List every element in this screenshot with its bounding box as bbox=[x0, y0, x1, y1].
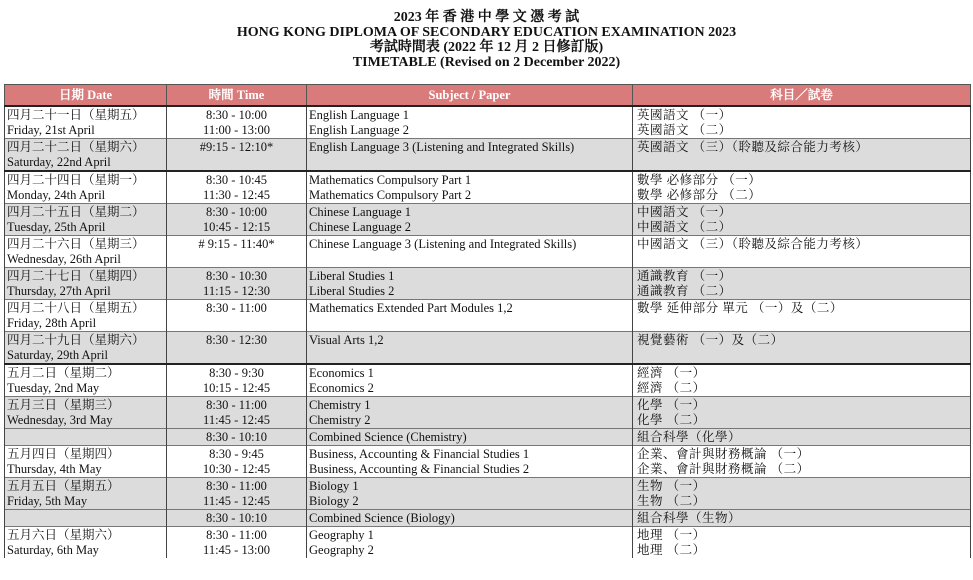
time-cell bbox=[167, 171, 307, 204]
date-chinese: 四月二十五日（星期二） bbox=[7, 205, 145, 219]
time-cell bbox=[167, 106, 307, 139]
date-chinese: 四月二十七日（星期四） bbox=[7, 269, 145, 283]
chinese-subject-cell bbox=[633, 106, 971, 139]
time-slot: 8:30 - 11:00 bbox=[206, 301, 267, 315]
date-cell bbox=[5, 429, 167, 446]
date-english: Wednesday, 3rd May bbox=[7, 413, 113, 427]
chinese-subject-paper: 組合科學（化學） bbox=[637, 430, 742, 444]
table-row bbox=[5, 478, 971, 510]
table-row bbox=[5, 364, 971, 397]
time-slot: # 9:15 - 11:40* bbox=[198, 237, 275, 251]
date-chinese: 五月五日（星期五） bbox=[7, 479, 120, 493]
subject-paper: Chinese Language 2 bbox=[309, 220, 412, 234]
subject-paper: Combined Science (Chemistry) bbox=[309, 430, 467, 444]
date-chinese: 四月二十九日（星期六） bbox=[7, 333, 145, 347]
chinese-subject-cell bbox=[633, 364, 971, 397]
chinese-subject-cell bbox=[633, 204, 971, 236]
date-cell bbox=[5, 478, 167, 510]
chinese-subject-paper: 通識教育 （一） bbox=[637, 269, 732, 283]
time-slot: 11:45 - 12:45 bbox=[203, 494, 270, 508]
time-cell bbox=[167, 139, 307, 172]
chinese-subject-paper: 中國語文 （一） bbox=[637, 205, 732, 219]
subject-cell bbox=[307, 510, 633, 527]
column-header-subject: Subject / Paper bbox=[307, 85, 633, 107]
title-english: HONG KONG DIPLOMA OF SECONDARY EDUCATION EXAMINATION 2023 bbox=[236, 25, 737, 40]
date-chinese: 五月四日（星期四） bbox=[7, 447, 120, 461]
subject-cell bbox=[307, 300, 633, 332]
subject-cell bbox=[307, 397, 633, 429]
time-slot: 8:30 - 9:30 bbox=[209, 366, 264, 380]
subject-paper: Visual Arts 1,2 bbox=[309, 333, 384, 347]
chinese-subject-paper: 經濟 （二） bbox=[637, 381, 706, 395]
time-cell bbox=[167, 478, 307, 510]
table-row bbox=[5, 139, 971, 172]
time-slot: 8:30 - 10:00 bbox=[205, 108, 268, 122]
time-cell bbox=[167, 300, 307, 332]
date-cell bbox=[5, 204, 167, 236]
timetable bbox=[4, 84, 971, 558]
subtitle-english: TIMETABLE (Revised on 2 December 2022) bbox=[352, 55, 621, 70]
date-english: Friday, 28th April bbox=[7, 316, 97, 330]
date-chinese: 五月六日（星期六） bbox=[7, 528, 120, 542]
subject-cell bbox=[307, 139, 633, 172]
subject-cell bbox=[307, 236, 633, 268]
table-row bbox=[5, 446, 971, 478]
time-slot: 11:00 - 13:00 bbox=[203, 123, 270, 137]
chinese-subject-paper: 組合科學（生物） bbox=[637, 511, 742, 525]
subject-paper: Liberal Studies 2 bbox=[309, 284, 395, 298]
date-english: Wednesday, 26th April bbox=[7, 252, 121, 266]
time-slot: 8:30 - 10:00 bbox=[205, 205, 268, 219]
date-english: Saturday, 6th May bbox=[7, 543, 99, 557]
date-english: Saturday, 29th April bbox=[7, 348, 108, 362]
column-header-chinese: 科目／試卷 bbox=[633, 85, 971, 107]
subject-paper: Chemistry 1 bbox=[309, 398, 371, 412]
date-english: Tuesday, 2nd May bbox=[7, 381, 100, 395]
time-slot: 11:30 - 12:45 bbox=[203, 188, 270, 202]
time-slot: 11:45 - 13:00 bbox=[203, 543, 270, 557]
chinese-subject-paper: 生物 （一） bbox=[637, 479, 706, 493]
table-row bbox=[5, 429, 971, 446]
time-slot: 8:30 - 11:00 bbox=[206, 398, 267, 412]
date-english: Tuesday, 25th April bbox=[7, 220, 106, 234]
chinese-subject-paper: 英國語文 （二） bbox=[637, 123, 732, 137]
date-cell bbox=[5, 139, 167, 172]
table-row bbox=[5, 171, 971, 204]
table-row bbox=[5, 527, 971, 559]
chinese-subject-cell bbox=[633, 527, 971, 559]
chinese-subject-paper: 企業、會計與財務概論 （一） bbox=[637, 447, 810, 461]
time-slot: 8:30 - 9:45 bbox=[209, 447, 264, 461]
time-slot: 10:45 - 12:15 bbox=[202, 220, 271, 234]
time-slot: 8:30 - 11:00 bbox=[206, 479, 267, 493]
time-cell bbox=[167, 364, 307, 397]
time-cell bbox=[167, 527, 307, 559]
subject-paper: Mathematics Compulsory Part 1 bbox=[309, 173, 472, 187]
subject-cell bbox=[307, 106, 633, 139]
subject-paper: English Language 2 bbox=[309, 123, 409, 137]
date-cell bbox=[5, 397, 167, 429]
subject-cell bbox=[307, 268, 633, 300]
chinese-subject-cell bbox=[633, 300, 971, 332]
chinese-subject-paper: 數學 必修部分 （二） bbox=[637, 188, 762, 202]
date-chinese: 五月二日（星期二） bbox=[7, 366, 120, 380]
date-cell bbox=[5, 446, 167, 478]
chinese-subject-cell bbox=[633, 236, 971, 268]
title-chinese: 2023 年 香 港 中 學 文 憑 考 試 bbox=[393, 10, 580, 25]
subject-paper: Business, Accounting & Financial Studies 1 bbox=[309, 447, 530, 461]
subject-cell bbox=[307, 364, 633, 397]
subject-cell bbox=[307, 429, 633, 446]
date-cell bbox=[5, 332, 167, 365]
date-cell bbox=[5, 527, 167, 559]
subject-paper: Liberal Studies 1 bbox=[309, 269, 395, 283]
subject-paper: Mathematics Compulsory Part 2 bbox=[309, 188, 472, 202]
time-slot: 8:30 - 12:30 bbox=[205, 333, 268, 347]
chinese-subject-cell bbox=[633, 446, 971, 478]
chinese-subject-paper: 地理 （一） bbox=[637, 528, 706, 542]
chinese-subject-paper: 英國語文 （一） bbox=[637, 108, 732, 122]
subject-paper: English Language 3 (Listening and Integrated Skills) bbox=[309, 140, 575, 154]
chinese-subject-paper: 數學 延伸部分 單元 （一）及（二） bbox=[637, 301, 843, 315]
time-cell bbox=[167, 397, 307, 429]
chinese-subject-paper: 化學 （一） bbox=[637, 398, 706, 412]
subject-paper: English Language 1 bbox=[309, 108, 409, 122]
time-cell bbox=[167, 446, 307, 478]
date-cell bbox=[5, 171, 167, 204]
time-slot: 8:30 - 11:00 bbox=[206, 528, 267, 542]
chinese-subject-cell bbox=[633, 510, 971, 527]
chinese-subject-paper: 生物 （二） bbox=[637, 494, 706, 508]
chinese-subject-cell bbox=[633, 332, 971, 365]
table-row bbox=[5, 204, 971, 236]
date-cell bbox=[5, 106, 167, 139]
table-row bbox=[5, 236, 971, 268]
subject-cell bbox=[307, 446, 633, 478]
time-slot: 10:30 - 12:45 bbox=[202, 462, 271, 476]
table-row bbox=[5, 268, 971, 300]
date-chinese: 五月三日（星期三） bbox=[7, 398, 120, 412]
chinese-subject-cell bbox=[633, 429, 971, 446]
time-slot: 11:15 - 12:30 bbox=[203, 284, 270, 298]
chinese-subject-cell bbox=[633, 397, 971, 429]
subject-cell bbox=[307, 527, 633, 559]
time-cell bbox=[167, 236, 307, 268]
date-cell bbox=[5, 268, 167, 300]
subject-paper: Chinese Language 1 bbox=[309, 205, 412, 219]
subject-cell bbox=[307, 478, 633, 510]
date-english: Thursday, 27th April bbox=[7, 284, 111, 298]
subject-cell bbox=[307, 204, 633, 236]
subject-paper: Biology 2 bbox=[309, 494, 359, 508]
chinese-subject-paper: 數學 必修部分 （一） bbox=[637, 173, 762, 187]
subject-paper: Economics 2 bbox=[309, 381, 374, 395]
chinese-subject-paper: 視覺藝術 （一）及（二） bbox=[637, 333, 784, 347]
date-english: Monday, 24th April bbox=[7, 188, 106, 202]
chinese-subject-paper: 英國語文 （三）（聆聽及綜合能力考核） bbox=[637, 140, 869, 154]
time-cell bbox=[167, 510, 307, 527]
date-chinese: 四月二十二日（星期六） bbox=[7, 140, 145, 154]
chinese-subject-paper: 地理 （二） bbox=[637, 543, 706, 557]
date-chinese: 四月二十六日（星期三） bbox=[7, 237, 145, 251]
document-header bbox=[0, 0, 973, 70]
date-cell bbox=[5, 300, 167, 332]
date-cell bbox=[5, 364, 167, 397]
date-cell bbox=[5, 236, 167, 268]
time-cell bbox=[167, 332, 307, 365]
timetable-body bbox=[5, 106, 971, 558]
subtitle-chinese: 考試時間表 (2022 年 12 月 2 日修訂版) bbox=[369, 40, 604, 55]
table-row bbox=[5, 332, 971, 365]
subject-paper: Mathematics Extended Part Modules 1,2 bbox=[309, 301, 513, 315]
time-slot: 8:30 - 10:10 bbox=[205, 511, 268, 525]
date-english: Thursday, 4th May bbox=[7, 462, 102, 476]
subject-paper: Biology 1 bbox=[309, 479, 359, 493]
subject-paper: Geography 2 bbox=[309, 543, 374, 557]
table-row bbox=[5, 397, 971, 429]
date-chinese: 四月二十四日（星期一） bbox=[7, 173, 145, 187]
table-row bbox=[5, 106, 971, 139]
date-cell bbox=[5, 510, 167, 527]
time-cell bbox=[167, 204, 307, 236]
date-chinese: 四月二十八日（星期五） bbox=[7, 301, 145, 315]
chinese-subject-paper: 中國語文 （三）（聆聽及綜合能力考核） bbox=[637, 237, 869, 251]
chinese-subject-paper: 化學 （二） bbox=[637, 413, 706, 427]
subject-paper: Chemistry 2 bbox=[309, 413, 371, 427]
time-slot: 8:30 - 10:10 bbox=[205, 430, 268, 444]
subject-paper: Economics 1 bbox=[309, 366, 374, 380]
chinese-subject-cell bbox=[633, 171, 971, 204]
subject-paper: Chinese Language 3 (Listening and Integrated Skills) bbox=[309, 237, 577, 251]
time-slot: 8:30 - 10:45 bbox=[205, 173, 268, 187]
time-slot: #9:15 - 12:10* bbox=[199, 140, 274, 154]
table-header-row bbox=[5, 85, 971, 107]
chinese-subject-paper: 中國語文 （二） bbox=[637, 220, 732, 234]
date-english: Friday, 5th May bbox=[7, 494, 88, 508]
column-header-date: 日期 Date bbox=[5, 85, 167, 107]
chinese-subject-cell bbox=[633, 139, 971, 172]
date-english: Saturday, 22nd April bbox=[7, 155, 111, 169]
chinese-subject-paper: 企業、會計與財務概論 （二） bbox=[637, 462, 810, 476]
time-cell bbox=[167, 268, 307, 300]
time-cell bbox=[167, 429, 307, 446]
table-row bbox=[5, 300, 971, 332]
subject-cell bbox=[307, 171, 633, 204]
subject-cell bbox=[307, 332, 633, 365]
time-slot: 10:15 - 12:45 bbox=[202, 381, 271, 395]
column-header-time: 時間 Time bbox=[167, 85, 307, 107]
table-row bbox=[5, 510, 971, 527]
subject-paper: Geography 1 bbox=[309, 528, 374, 542]
date-chinese: 四月二十一日（星期五） bbox=[7, 108, 145, 122]
chinese-subject-paper: 通識教育 （二） bbox=[637, 284, 732, 298]
chinese-subject-paper: 經濟 （一） bbox=[637, 366, 706, 380]
date-english: Friday, 21st April bbox=[7, 123, 95, 137]
chinese-subject-cell bbox=[633, 268, 971, 300]
time-slot: 11:45 - 12:45 bbox=[203, 413, 270, 427]
subject-paper: Business, Accounting & Financial Studies 2 bbox=[309, 462, 530, 476]
subject-paper: Combined Science (Biology) bbox=[309, 511, 455, 525]
time-slot: 8:30 - 10:30 bbox=[205, 269, 268, 283]
chinese-subject-cell bbox=[633, 478, 971, 510]
